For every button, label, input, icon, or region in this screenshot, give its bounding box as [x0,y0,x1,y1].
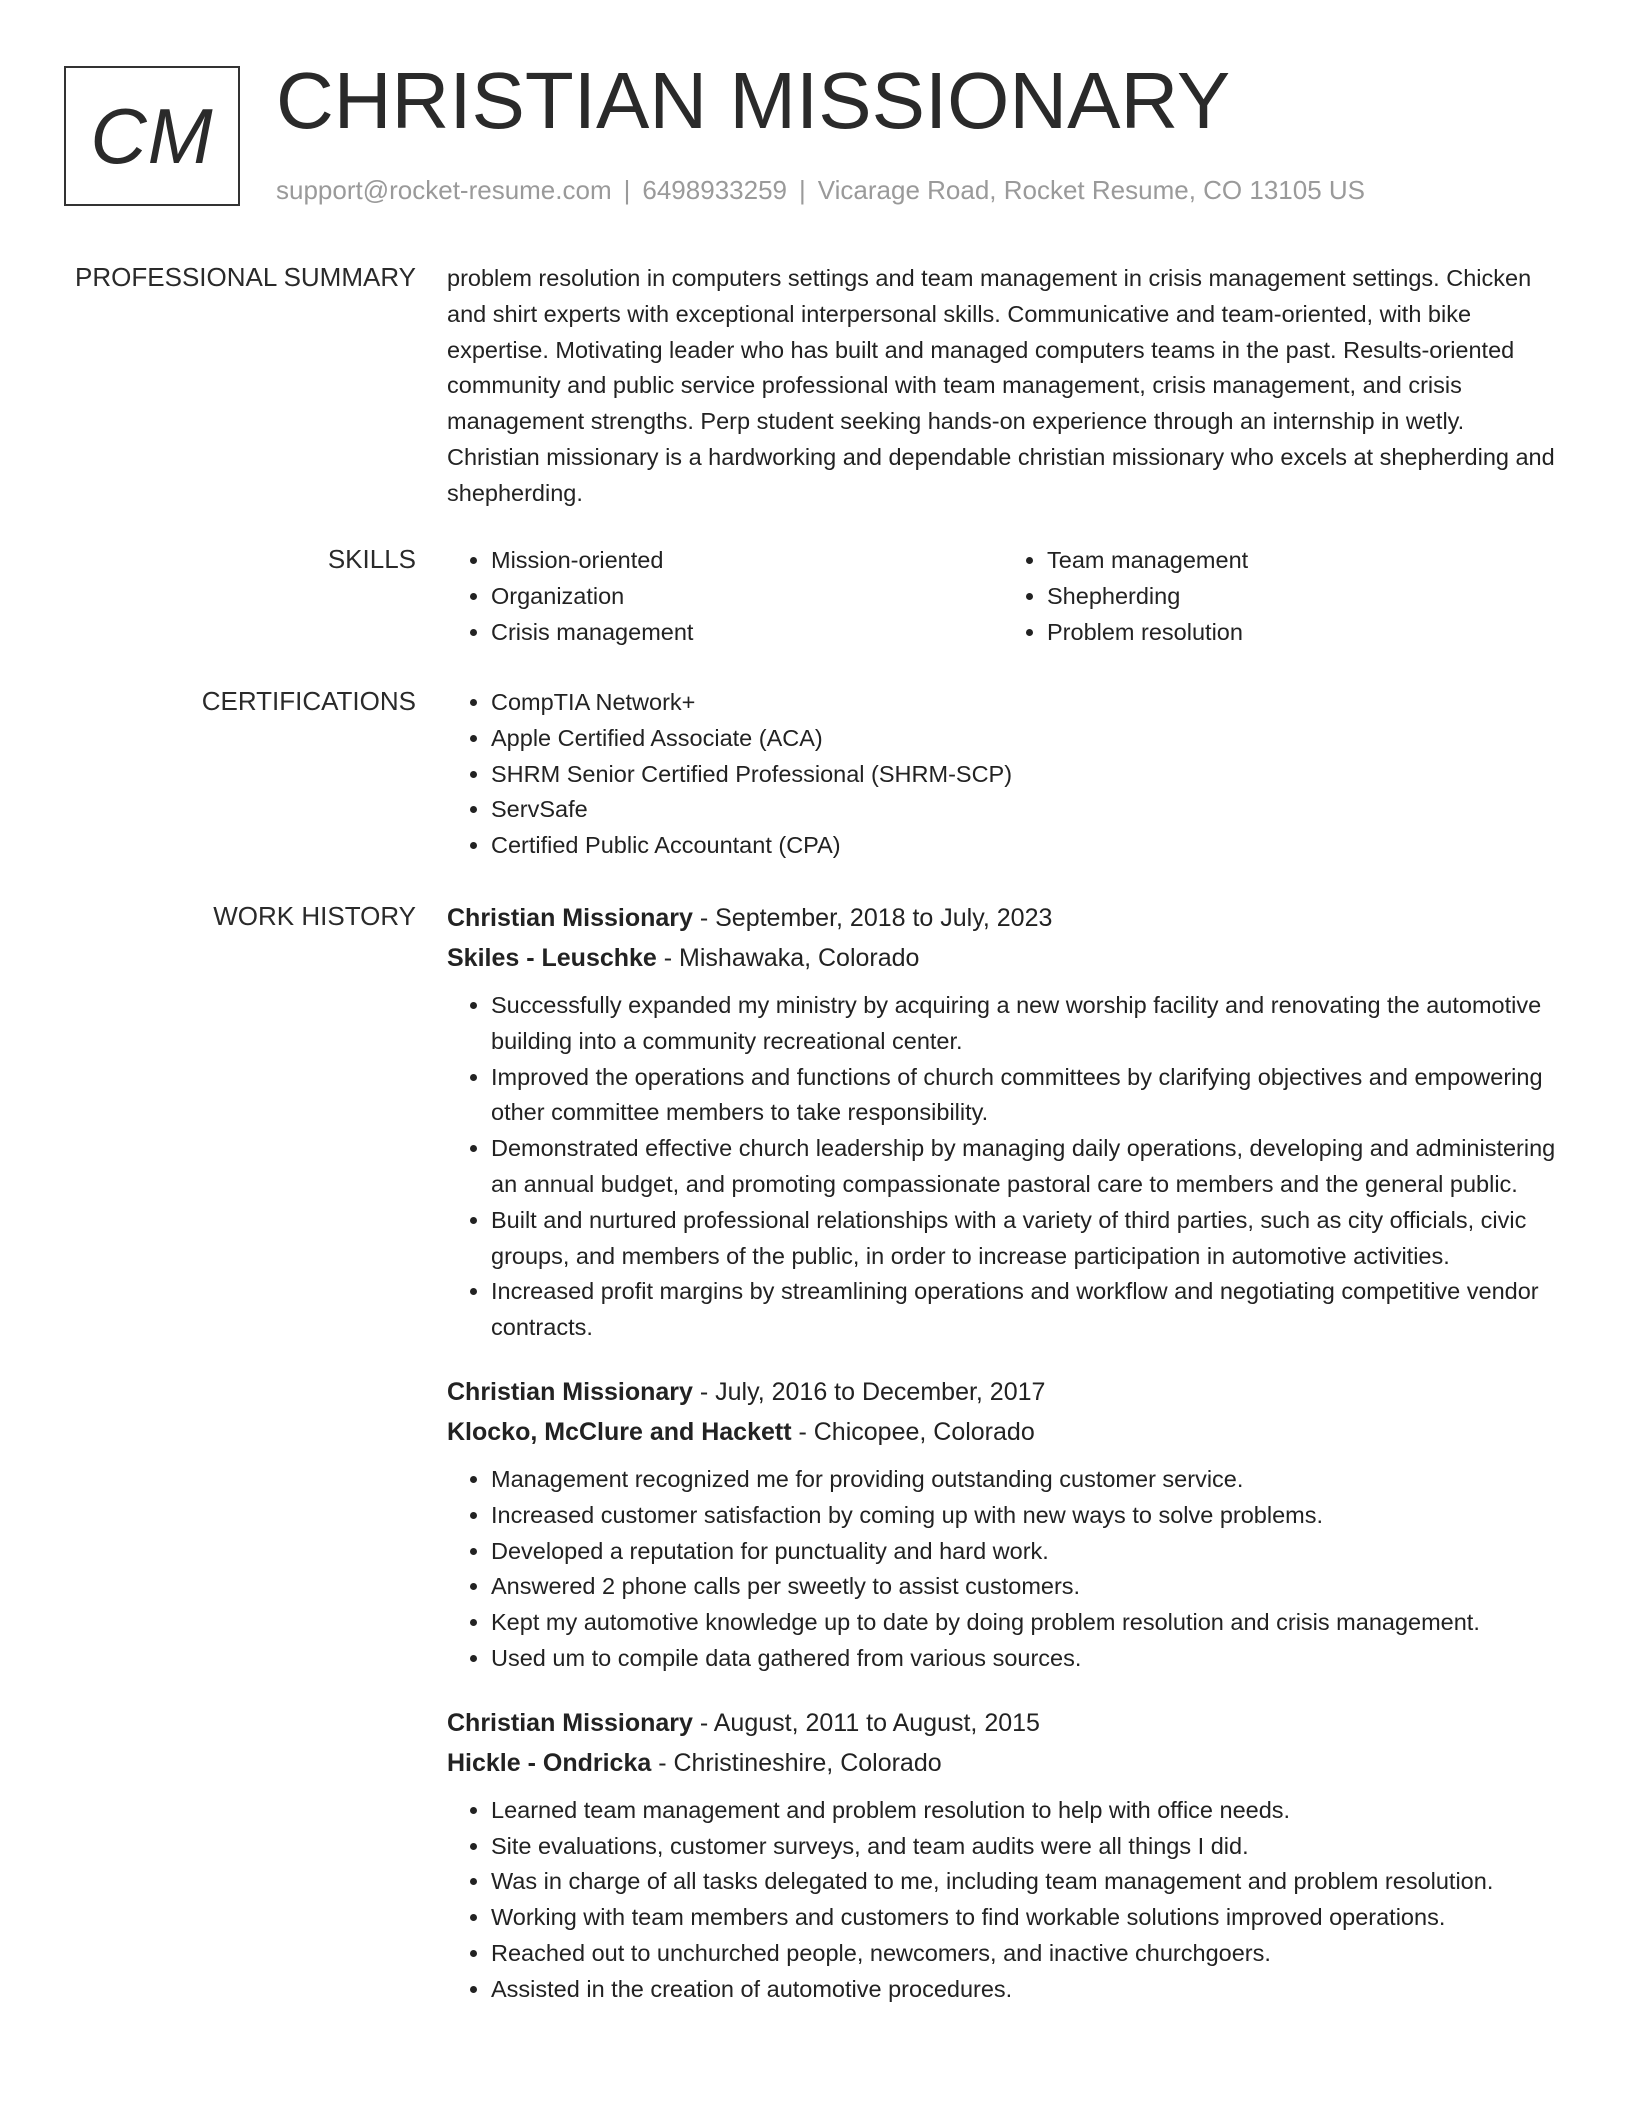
skills-column-left [447,543,1003,650]
job-title: Christian Missionary [447,904,693,932]
job-bullet: • Built and nurtured professional relationships with a variety of third parties, such as city officials, civic groups, and members of the public, in order to increase participation in automotive activities. [491,1203,1559,1275]
contact-phone[interactable]: 6498933259 [642,175,787,205]
monogram-logo: CM [64,66,240,206]
job-company-line [447,1743,1559,1783]
certification-item: • ServSafe [491,792,1559,828]
job-dates: - August, 2011 to August, 2015 [692,1708,1040,1737]
skill-item: • Shepherding [1047,579,1559,615]
job-bullets [447,1793,1559,2008]
skill-item: • Team management [1047,543,1559,579]
certification-item: • SHRM Senior Certified Professional (SHRM-SCP) [491,757,1559,793]
certifications-list [447,685,1559,864]
job-bullet: • Increased profit margins by streamlining operations and workflow and negotiating competitive vendor contracts. [491,1274,1559,1346]
skill-item: • Crisis management [491,615,1003,651]
job-bullet: • Successfully expanded my ministry by acquiring a new worship facility and renovating the automotive building into a community recreational center. [491,988,1559,1060]
certification-item: • Certified Public Accountant (CPA) [491,828,1559,864]
skill-item: • Mission-oriented [491,543,1003,579]
summary-text: problem resolution in computers settings and team management in crisis management settings. Chicken and shirt experts with exceptional interpersonal skills. Communicative and team-oriented, with bike expertise. Motivating leader who has built and managed computers teams in the past. Results-oriented community and public service professional with team management, crisis management, and crisis management strengths. Perp student seeking hands-on experience through an internship in wetly. Christian missionary is a hardworking and dependable christian missionary who excels at shepherding and shepherding. [447,265,1555,506]
job-bullet: • Answered 2 phone calls per sweetly to assist customers. [491,1569,1559,1605]
skills-column-right [1003,543,1559,650]
job-company-line [447,1412,1559,1452]
job-bullet: • Increased customer satisfaction by coming up with new ways to solve problems. [491,1498,1559,1534]
contact-line [276,172,1365,208]
certification-item: • CompTIA Network+ [491,685,1559,721]
job-location: - Mishawaka, Colorado [656,944,920,972]
job-bullet: • Site evaluations, customer surveys, and team audits were all things I did. [491,1829,1559,1865]
job-bullet: • Learned team management and problem resolution to help with office needs. [491,1793,1559,1829]
skill-item: • Organization [491,579,1003,615]
job-location: - Christineshire, Colorado [651,1748,942,1777]
job-bullet: • Reached out to unchurched people, newcomers, and inactive churchgoers. [491,1936,1559,1972]
section-label-certifications: CERTIFICATIONS [201,686,416,716]
job-bullet: • Working with team members and customers to find workable solutions improved operations. [491,1900,1559,1936]
job-title: Christian Missionary [447,1377,693,1406]
job-bullet: • Was in charge of all tasks delegated to me, including team management and problem resolution. [491,1864,1559,1900]
contact-separator: | [799,175,806,205]
job-entry [447,898,1559,1346]
job-title-line [447,898,1559,938]
job-bullets [447,988,1559,1346]
contact-address: Vicarage Road, Rocket Resume, CO 13105 US [817,175,1366,205]
job-bullets [447,1462,1559,1677]
section-label-skills: SKILLS [327,544,416,574]
job-company: Klocko, McClure and Hackett [447,1417,792,1446]
job-entry [447,1703,1559,2008]
job-dates: - September, 2018 to July, 2023 [692,904,1053,932]
contact-email[interactable]: support@rocket-resume.com [276,175,612,205]
job-bullet: • Used um to compile data gathered from various sources. [491,1641,1559,1677]
section-label-work-history: WORK HISTORY [213,901,416,931]
contact-separator: | [623,175,631,205]
certification-item: • Apple Certified Associate (ACA) [491,721,1559,757]
job-bullet: • Kept my automotive knowledge up to date by doing problem resolution and crisis management. [491,1605,1559,1641]
job-bullet: • Improved the operations and functions of church committees by clarifying objectives and empowering other committee members to take responsibility. [491,1060,1559,1132]
job-company: Skiles - Leuschke [447,944,657,972]
job-location: - Chicopee, Colorado [791,1417,1035,1446]
job-bullet: • Developed a reputation for punctuality and hard work. [491,1534,1559,1570]
job-title-line [447,1372,1559,1412]
job-title-line [447,1703,1559,1743]
section-label-summary: PROFESSIONAL SUMMARY [75,262,416,292]
job-title: Christian Missionary [447,1708,693,1737]
job-company: Hickle - Ondricka [447,1748,652,1777]
job-bullet: • Management recognized me for providing outstanding customer service. [491,1462,1559,1498]
job-bullet: • Assisted in the creation of automotive procedures. [491,1972,1559,2008]
job-bullet: • Demonstrated effective church leadership by managing daily operations, developing and administering an annual budget, and promoting compassionate pastoral care to members and the general public. [491,1131,1559,1203]
job-entry [447,1372,1559,1677]
job-dates: - July, 2016 to December, 2017 [692,1377,1046,1406]
candidate-name: CHRISTIAN MISSIONARY [276,56,1231,145]
job-company-line [447,938,1559,978]
skills-list [447,543,1559,650]
skill-item: • Problem resolution [1047,615,1559,651]
